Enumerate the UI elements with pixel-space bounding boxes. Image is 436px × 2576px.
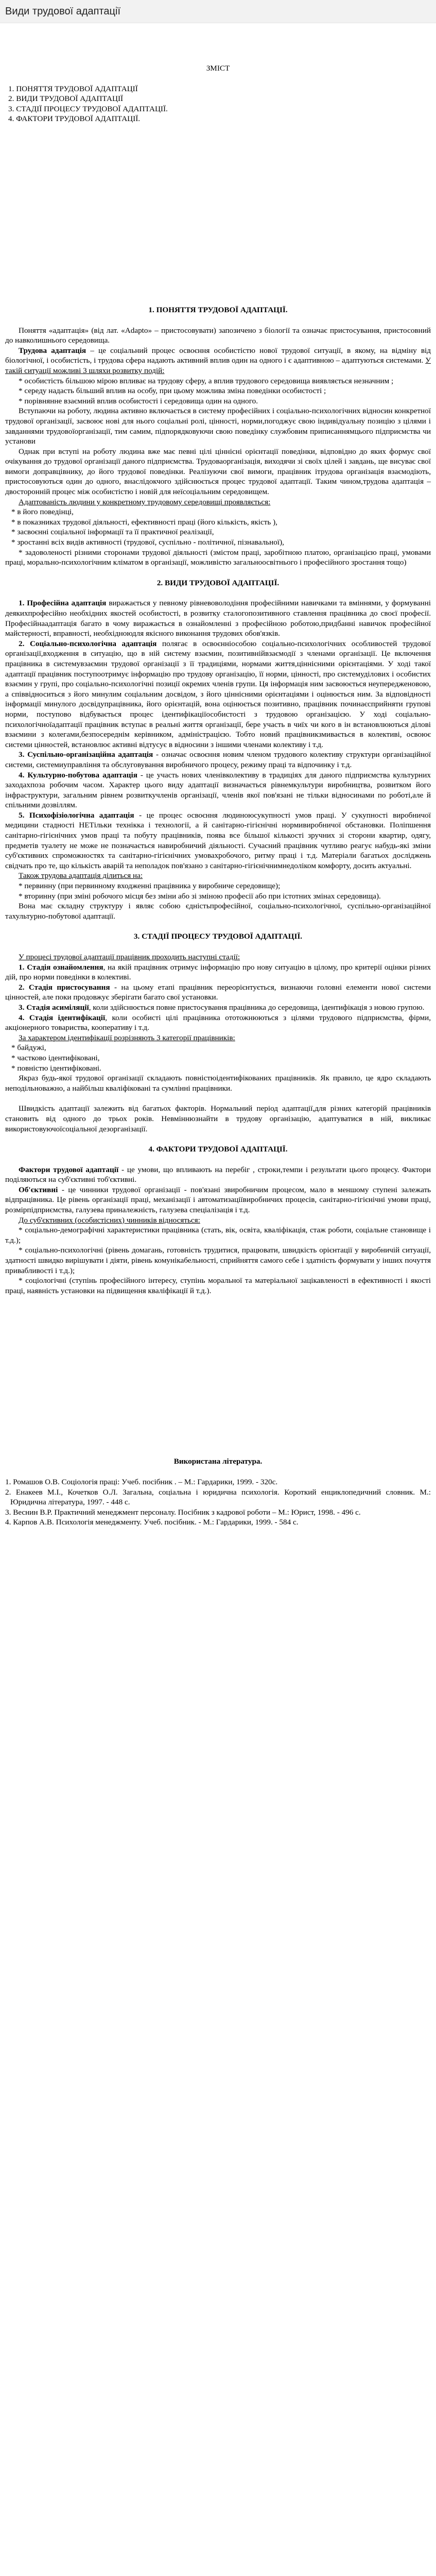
toc-item: 1. ПОНЯТТЯ ТРУДОВОЇ АДАПТАЦІЇ	[8, 84, 138, 93]
term: 3. Стадія асиміляції	[19, 1003, 89, 1012]
paragraph: Поняття «адаптація» (від лат. «Adapto» – пристосовувати) запозичено з біології та означає пристосування, пристосовний до навколишнього середовища.	[5, 326, 431, 345]
paragraph: Вона має складну структуру і являє собою єдністьпрофесійної, соціально-психологічної, суспільно-організаційної тахультурно-побутової адаптації.	[5, 902, 431, 921]
term: 2. Соціально-психологічна адаптація	[19, 639, 157, 648]
paragraph: * особистість більшою мірою впливає на трудову сферу, а вплив трудового середовища виявляється незначним ;	[19, 376, 394, 385]
list-item: * повністю ідентифіковані.	[11, 1063, 101, 1073]
underlined-text: У такій ситуації можливі 3 шляхи розвитку подій:	[5, 356, 431, 375]
underlined-paragraph: До суб'єктивних (особистісних) чинників відносяться:	[19, 1215, 200, 1225]
section-4-heading: 4. ФАКТОРИ ТРУДОВОЇ АДАПТАЦІЇ.	[148, 1145, 288, 1154]
page-title: Види трудової адаптації	[5, 6, 120, 17]
paragraph: * соціально-психологічні (рівень домагань, готовність трудитися, працювати, швидкість орієнтації у виробничій ситуації, здатності швидко вирішувати і діяти, рівень комунікабельності, сприйняття самого себе і здатність формувати у інших почуття привабливості і т.д.);	[5, 1246, 431, 1275]
literature-item: 3. Веснин В.Р. Практичний менеджмент персоналу. Посібник з кадрової роботи – М.: Юрист, 1998. - 496 с.	[5, 1507, 361, 1517]
term: 1. Професійна адаптація	[19, 599, 107, 608]
literature-item: 4. Карпов А.В. Психологія менеджменту. Учеб. посібник. - М.: Гардарики, 1999. - 584 с.	[5, 1518, 299, 1527]
paragraph	[5, 1185, 431, 1215]
paragraph-text: - це участь нових членівколективу в традиціях для даного підприємства культурних заходахпоза робочим часом. Характер цього виду адаптації визначається рівнемкультури виробництва, розвитком його інфраструктури, загальним рівнем розвиткучленів організації, членів якої пов'язані не тільки відносинами по роботі,але й спільними дозвіллям.	[5, 770, 431, 810]
paragraph	[5, 1003, 431, 1013]
toc-heading: ЗМІСТ	[206, 64, 230, 73]
paragraph	[5, 770, 431, 810]
paragraph: * соціально-демографічні характеристики працівника (стать, вік, освіта, кваліфікація, стаж роботи, соціальне становище і т.д.);	[5, 1226, 431, 1245]
paragraph: * вторинну (при зміні робочого місця без зміни або зі зміною професії або при істотних змінах середовища).	[19, 891, 381, 901]
term: Трудова адаптація	[19, 346, 86, 355]
document-body	[0, 23, 436, 1538]
table-of-contents	[5, 84, 431, 124]
list-item: * частково ідентифіковані,	[11, 1053, 100, 1062]
underlined-paragraph: У процесі трудової адаптації працівник проходить наступні стадії:	[19, 953, 240, 961]
paragraph: * первинну (при первинному входженні працівника у виробниче середовище);	[19, 882, 281, 891]
paragraph-text: , коли здійснюється повне пристосування працівника до середовища, ідентифікація з новою групою.	[89, 1003, 425, 1012]
page-header	[0, 0, 436, 23]
paragraph	[5, 598, 431, 638]
term: 1. Стадія ознайомлення	[19, 962, 103, 972]
paragraph-text: – це соціальний процес освоєння особистістю нової трудової ситуації, в якому, на відміну від біологічної, і особистість, і трудова сфера надають активний вплив один на одного і є адаптивною – адаптуються системами.	[5, 346, 431, 365]
section-3-heading: 3. СТАДІЇ ПРОЦЕСУ ТРУДОВОЇ АДАПТАЦІЇ.	[133, 932, 303, 941]
paragraph: Вступаючи на роботу, людина активно включається в систему професійних і соціально-психологічних відносин конкретної трудової організації, засвоює нові для нього соціальні ролі, цінності, норми,погоджує свою індивідуальну позицію з цілями і завданнями трудовоїорганізації, тим самим, підпорядковуючи свою поведінку службовим приписаннямцього підприємства чи установи	[5, 406, 431, 446]
list-item: * в його поведінці,	[11, 507, 74, 517]
paragraph: * середу надасть більший вплив на особу, при цьому можлива зміна поведінки особистості ;	[19, 386, 326, 396]
paragraph-text: - це чинники трудової організації - пов'язані звиробничим процесом, мало в меншому ступені залежать відпрацівника. Це рівень організації праці, механізації і автоматизаціївиробничих процесів, санітарно-гігієнічні умови праці, розмірпідприємства, галузева приналежність, галузева спеціалізація і т.д.	[5, 1185, 431, 1215]
underlined-paragraph: За характером ідентифікації розрізняють 3 категорії працівників:	[19, 1033, 235, 1042]
paragraph-text: - це процес освоєння людиноюсукупності умов праці. У сукупності виробничої медицини стадності НЕТільки технікка і технології, а й санітарно-гігієнічні нормивиробничої обстановки. Поліпшення санітарно-гігієнічних умов праці та побуту працівників, поява все більшої кількості зручних зі сторони квартир, одягу, предметів туалету не може не позначається навиробничий діяльності. Сучасний працівник чутливо реагує набудь-які зміни суб'єктивних спроможностях та санітарно-гігієнічних умовахробочого, ритму праці і т.д. Матеріали багатьох досліджень свідчать про те, що кількість аварій та неполадок пов'язано з санітарно-гігієнічнимнедоліком комфорту, досить актуальні.	[5, 810, 431, 870]
toc-item: 3. СТАДІЇ ПРОЦЕСУ ТРУДОВОЇ АДАПТАЦІЇ.	[8, 104, 168, 113]
paragraph-text: виражається у певному рівневоволодіння професійними навичками та вміннями, у формуванні деякихпрофесійно необхідних якостей особистості, в розвитку сталогопозитивного ставлення працівника до своєї професії. Професійнаадаптація багато в чому виражається в ознайомленні з професійною роботою,придбанні навичок професійної майстерності, вправності, необхідноюдля якісного виконання трудових обов'язків.	[5, 599, 431, 638]
paragraph: Однак при вступі на роботу людина вже має певні цілі ціннісні орієнтації поведінки, відповідно до яких формує свої очікування до трудової організації даного підприємства. Трудоваорганізація, виходячи зі своїх цілей і завдань, ще висуває свої вимоги доправцівнику, до його трудової поведінки. Реалізуючи свої вимоги, працівник ітрудова організація взаємодіють, пристосовуються один до одного, внаслідокчого здійснюється процес трудової адаптації. Таким чином,трудова адаптація – двосторонній процес між особистістю і новій для неїсоціальним середовищем.	[5, 447, 431, 497]
term: Фактори трудової адаптації	[19, 1165, 119, 1174]
list-item: * в показниках трудової діяльності, ефективності праці (його кількість, якість ),	[11, 517, 277, 527]
term: 5. Психофізіологічна адаптація	[19, 810, 134, 820]
term: 4. Стадія ідентифікації	[19, 1013, 106, 1022]
paragraph: * задоволеності різними сторонами трудової діяльності (змістом праці, заробітною платою, організацією праці, умовами праці, морально-психологічним кліматом в організації, можливістю загальноосвітнього і професійного зростання тощо)	[5, 548, 431, 567]
literature-item: 2. Енакеев М.І., Кочетков О.Л. Загальна, соціальна і юридична психологія. Короткий енциклопедичний словник. М.: Юридична література, 1997. - 448 с.	[5, 1487, 431, 1507]
section-1-heading: 1. ПОНЯТТЯ ТРУДОВОЇ АДАПТАЦІЇ.	[148, 305, 288, 314]
term: 3. Суспільно-організаційна адаптація	[19, 750, 153, 759]
literature-item: 1. Ромашов О.В. Соціологія праці: Учеб. посібник . – М.: Гардарики, 1999. - 320с.	[5, 1478, 278, 1486]
paragraph	[5, 1165, 431, 1185]
paragraph	[5, 962, 431, 982]
paragraph-text: полягає в освоєнніособою соціально-психологічних особливостей трудової організації,входження в ситуацію, що в ній систему взаємин, позитивнійвзаємодії з членами організації. Це включення працівника в системувзаємин трудової організації з її традиціями, нормами життя,ціннісними орієнтаціями. У ході такої адаптації працівник поступоотримує інформацію про трудову організацію, її норми, цінності, про системуділових і особистих взаємин у групі, про соціально-психологічні позиції окремих членів групи. Ця інформація ним засвоюється неупередженовою, а співвідноситься з його минулим соціальним досвідом, з його ціннісними орієнтаціями і оцінюється ним. За відповідності інформації минулого досвідупрацівника, його орієнтацій, вона оцінюється позитивно, працівник починаєсприйняти групові норми, поступово відбувається процес ідентифікаціїособистості з трудовою організацією. У ході соціально-психологічноїадаптації працівник вступає в реальні життя організації, бере участь в чиїх чи кого в ін встановлюються ділові взаємини з колегами,безпосереднім керівником, адміністрацією. Тобто новий працівникзмивається в колективі, освоює системи цінностей, встановлює активні відтусує в відносини з іншими членами колективу і т.д.	[5, 639, 431, 749]
paragraph	[5, 810, 431, 871]
list-item: * засвоєнні соціальної інформації та її практичної реалізації,	[11, 528, 214, 537]
paragraph	[5, 750, 431, 770]
term: Об'єктивні	[19, 1185, 58, 1194]
paragraph-text: - це умови, що впливають на перебіг , строки,темпи і результати цього процесу. Фактори поділяються на суб'єктивні тоб'єктивні.	[5, 1165, 431, 1184]
paragraph	[5, 1013, 431, 1033]
literature-list	[5, 1477, 431, 1528]
list-item: * зростанні всіх видів активності (трудової, суспільно - політичної, пізнавальної),	[11, 538, 284, 547]
paragraph	[5, 346, 431, 376]
paragraph-text: , коли особисті цілі працівника ототожнюються з цілями трудового підприємства, фірми, акціонерного товариства, кооперативу і т.д.	[5, 1013, 431, 1032]
paragraph: Якраз будь-якої трудової організації складають повністюідентифікованих працівників. Як правило, це ядро складають неподільноважно, а найбільш кваліфіковані та сумлінні працівники.	[5, 1074, 431, 1093]
section-2-heading: 2. ВИДИ ТРУДОВОЇ АДАПТАЦІЇ.	[156, 578, 280, 587]
list-item: * байдужі,	[11, 1043, 46, 1053]
toc-item: 2. ВИДИ ТРУДОВОЇ АДАПТАЦІЇ	[8, 94, 124, 104]
term: 2. Стадія пристосування	[19, 982, 110, 992]
paragraph: * порівнянне взаємний вплив особистості і середовища один на одного.	[19, 396, 258, 405]
term: 4. Культурно-побутова адаптація	[19, 770, 137, 779]
paragraph-text: , на якій працівник отримує інформацію про нову ситуацію в цілому, про критерії оцінки різних дій, про норми поведінки в колективі.	[5, 962, 431, 982]
underlined-paragraph: Також трудова адаптація ділиться на:	[19, 871, 143, 880]
paragraph: Швидкість адаптації залежить від багатьох факторів. Нормальний період адаптації,для різних категорій працівників становить від одного до трьох років. Невміннюзнайти в трудову організацію, адаптуватися в ній, викликає використовуючоїсоціальної дезорганізації.	[5, 1104, 431, 1133]
paragraph-text: - означає освоєння новим членом трудового колективу структури організаційної системи, системиуправління та обслуговування виробничого процесу, режиму праці та відпочинку і т.д.	[5, 750, 431, 769]
paragraph	[5, 639, 431, 750]
underlined-paragraph: Адаптованість людини у конкретному трудовому середовищі проявляється:	[19, 497, 271, 506]
paragraph	[5, 982, 431, 1003]
paragraph: * соціологічні (ступінь професійного інтересу, ступінь моральної та матеріальної зацікавленості в ефективності і якості праці, наявність установки на підвищення кваліфікації й т.д.).	[5, 1276, 431, 1295]
literature-heading: Використана література.	[173, 1457, 263, 1466]
paragraph-text: - на цьому етапі працівник переорієнтується, визнаючи головні елементи нової системи цінностей, але поки продовжує зберігати багато свої установки.	[5, 982, 431, 1002]
toc-item: 4. ФАКТОРИ ТРУДОВОЇ АДАПТАЦІЇ.	[8, 114, 141, 124]
